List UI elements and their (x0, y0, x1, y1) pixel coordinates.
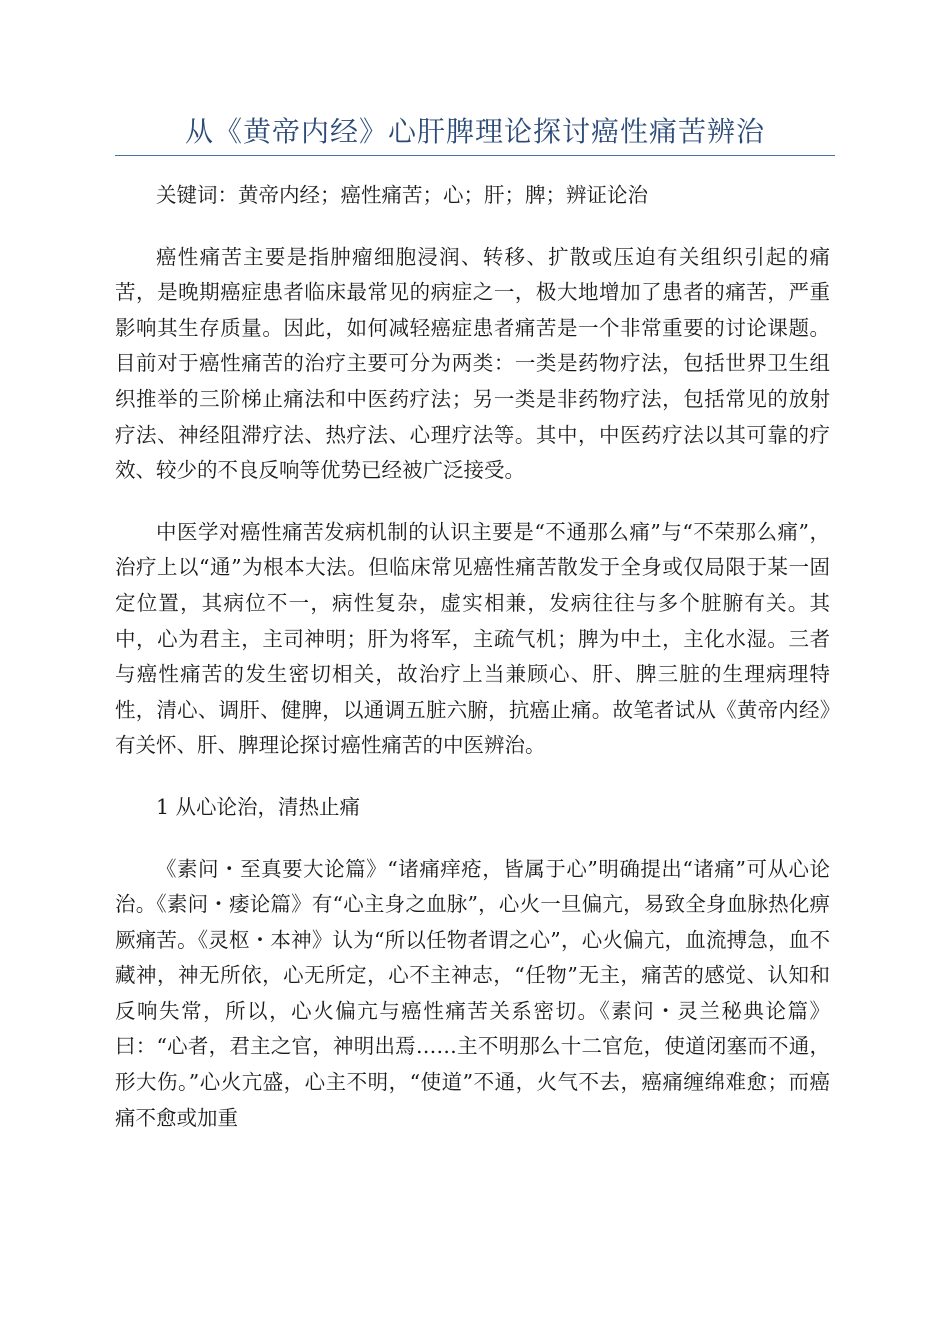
paragraph-intro: 癌性痛苦主要是指肿瘤细胞浸润、转移、扩散或压迫有关组织引起的痛苦，是晚期癌症患者临床最常见的病症之一，极大地增加了患者的痛苦，严重影响其生存质量。因此，如何减轻癌症患者痛苦是一个非常重要的讨论课题。目前对于癌性痛苦的治疗主要可分为两类：一类是药物疗法，包括世界卫生组织推举的三阶梯止痛法和中医药疗法；另一类是非药物疗法，包括常见的放射疗法、神经阻滞疗法、热疗法、心理疗法等。其中，中医药疗法以其可靠的疗效、较少的不良反响等优势已经被广泛接受。 (115, 244, 830, 483)
document-title: 从《黄帝内经》心肝脾理论探讨癌性痛苦辨治 (184, 115, 765, 148)
paragraph-mechanism: 中医学对癌性痛苦发病机制的认识主要是“不通那么痛”与“不荣那么痛”，治疗上以“通”为根本大法。但临床常见癌性痛苦散发于全身或仅局限于某一固定位置，其病位不一，病性复杂，虚实相兼，发病往往与多个脏腑有关。其中，心为君主，主司神明；肝为将军，主疏气机；脾为中土，主化水湿。三者与癌性痛苦的发生密切相关，故治疗上当兼顾心、肝、脾三脏的生理病理特性，清心、调肝、健脾，以通调五脏六腑，抗癌止痛。故笔者试从《黄帝内经》有关怀、肝、脾理论探讨癌性痛苦的中医辨治。 (115, 519, 830, 758)
keywords-line: 关键词：黄帝内经；癌性痛苦；心；肝；脾；辨证论治 (156, 183, 648, 207)
title-divider (115, 155, 835, 156)
document-body (115, 178, 830, 1136)
section-heading: 1 从心论治，清热止痛 (156, 794, 361, 819)
section-paragraph: 《素问・至真要大论篇》“诸痛痒疮，皆属于心”明确提出“诸痛”可从心论治。《素问・痿论篇》有“心主身之血脉”，心火一旦偏亢，易致全身血脉热化痹厥痛苦。《灵枢・本神》认为“所以任物者谓之心”，心火偏亢，血流搏急，血不藏神，神无所依，心无所定，心不主神志，“任物”无主，痛苦的感觉、认知和反响失常，所以，心火偏亢与癌性痛苦关系密切。《素问・灵兰秘典论篇》曰：“心者，君主之官，神明出焉……主不明那么十二官危，使道闭塞而不通，形大伤。”心火亢盛，心主不明，“使道”不通，火气不去，癌痛缠绵难愈；而癌痛不愈或加重 (115, 856, 830, 1130)
